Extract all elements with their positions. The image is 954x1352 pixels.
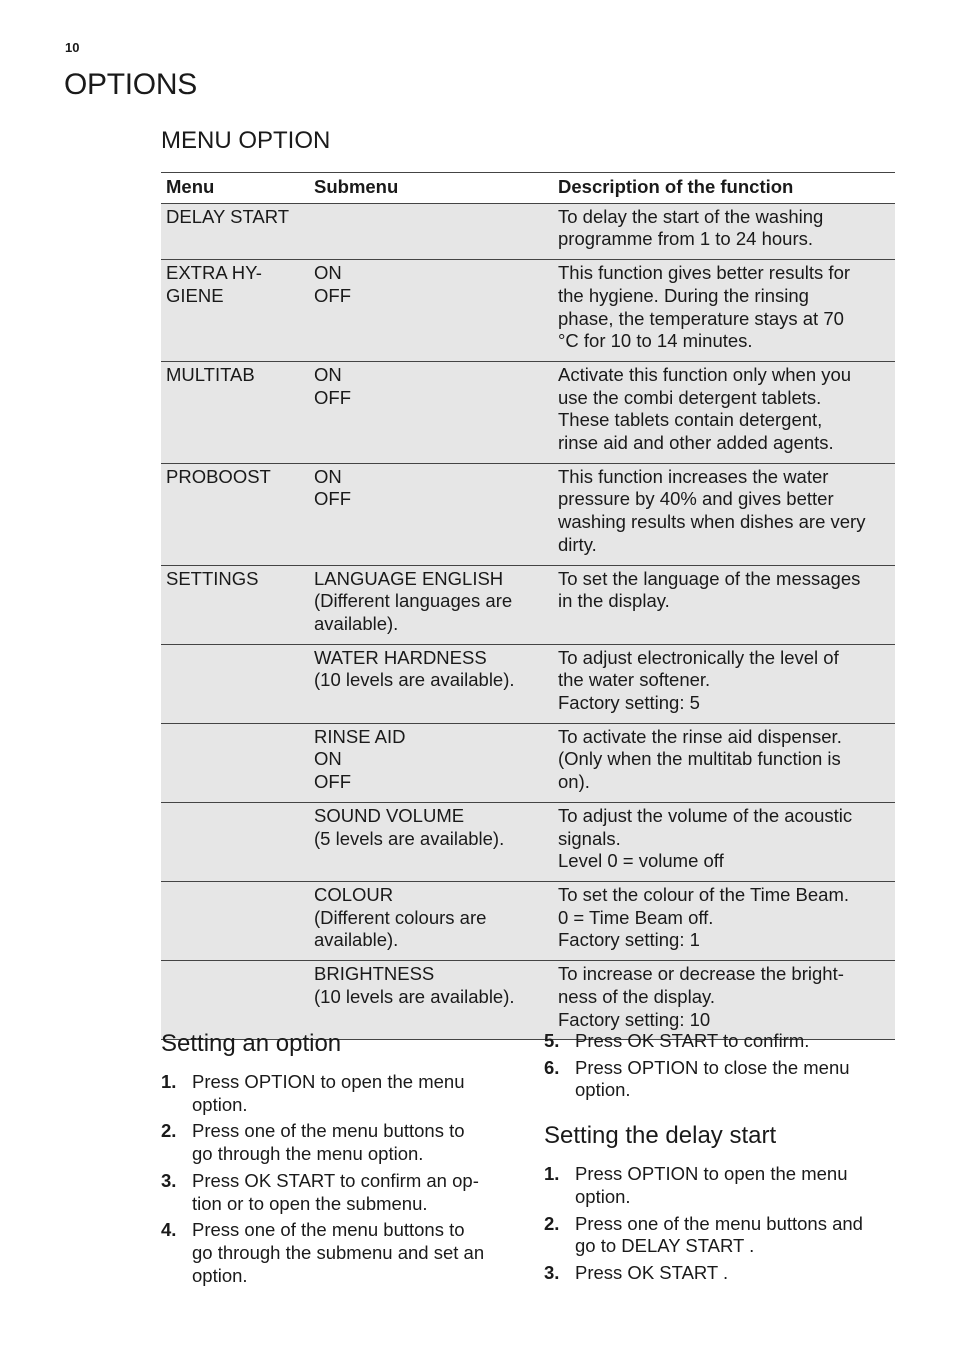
cell-description [553,565,895,644]
menu-text-line: DELAY START [166,205,290,227]
step-number: 6. [544,1056,560,1078]
submenu-text-line: OFF [314,488,351,510]
step-text-line: Press OK START . [575,1261,729,1283]
list-item [544,1262,894,1285]
table-header-row [161,173,895,204]
submenu-text-line: OFF [314,284,351,306]
list-item [544,1057,894,1102]
cell-submenu [309,463,553,565]
list-item [544,1163,894,1208]
step-text-line: option. [192,1093,248,1115]
step-text-line: option. [192,1264,248,1286]
description-text-line: ness of the display. [558,985,715,1007]
delay-start-heading: Setting the delay start [544,1122,777,1150]
step-number: 1. [161,1071,177,1092]
step-number: 4. [161,1219,177,1241]
description-text-line: use the combi detergent tablets. [558,386,822,408]
description-text-line: the hygiene. During the rinsing [558,284,809,306]
cell-menu [161,802,309,881]
submenu-text-line: available). [314,929,399,951]
step-text-line: Press OPTION to open the menu [192,1071,465,1092]
cell-menu [161,565,309,644]
submenu-text-line: OFF [314,771,351,793]
description-text-line: Factory setting: 5 [558,692,700,714]
header-description: Description of the function [553,173,895,204]
setting-option-steps [161,1071,521,1287]
step-text-line: Press OPTION to close the menu [575,1056,850,1078]
description-text-line: To delay the start of the washing [558,205,824,227]
step-text-line: option. [575,1079,631,1101]
cell-submenu [309,881,553,960]
cell-description [553,802,895,881]
step-number: 3. [544,1261,560,1283]
table-row [161,361,895,463]
submenu-text-line: (Different colours are [314,906,487,928]
cell-description [553,961,895,1040]
step-text-line: go through the menu option. [192,1143,424,1165]
description-text-line: To adjust the volume of the acoustic [558,804,853,826]
description-text-line: dirty. [558,533,597,555]
cell-menu [161,463,309,565]
description-text-line: To set the language of the messages [558,567,861,589]
cell-submenu [309,644,553,723]
list-item [161,1071,521,1116]
submenu-text-line: OFF [314,386,351,408]
table-row [161,723,895,802]
setting-option-steps-continued [544,1030,894,1102]
step-text-line: Press OPTION to open the menu [575,1163,848,1185]
description-text-line: This function gives better results for [558,262,851,284]
list-item [544,1030,894,1053]
submenu-text-line: (10 levels are available). [314,985,515,1007]
description-text-line: Level 0 = volume off [558,850,724,872]
cell-description [553,203,895,259]
cell-submenu [309,203,553,259]
step-text-line: go through the submenu and set an [192,1241,485,1263]
cell-menu [161,881,309,960]
right-column [544,1030,894,1289]
page-number: 10 [65,40,80,55]
submenu-text-line: ON [314,363,342,385]
submenu-text-line: (5 levels are available). [314,827,505,849]
table-row [161,881,895,960]
description-text-line: This function increases the water [558,465,829,487]
submenu-text-line: (10 levels are available). [314,669,515,691]
description-text-line: rinse aid and other added agents. [558,432,834,454]
description-text-line: To activate the rinse aid dispenser. [558,725,842,747]
description-text-line: the water softener. [558,669,711,691]
step-number: 2. [544,1212,560,1234]
submenu-text-line: RINSE AID [314,725,406,747]
cell-menu [161,723,309,802]
menu-text-line: GIENE [166,284,224,306]
step-number: 1. [544,1163,560,1185]
cell-submenu [309,723,553,802]
menu-text-line: MULTITAB [166,363,255,385]
header-menu: Menu [161,173,309,204]
step-number: 2. [161,1120,177,1142]
cell-submenu [309,260,553,362]
description-text-line: pressure by 40% and gives better [558,488,834,510]
description-text-line: °C for 10 to 14 minutes. [558,330,753,352]
list-item [544,1213,894,1258]
cell-menu [161,203,309,259]
cell-description [553,260,895,362]
description-text-line: To adjust electronically the level of [558,646,839,668]
step-text-line: Press one of the menu buttons and [575,1212,863,1234]
description-text-line: Factory setting: 1 [558,929,700,951]
submenu-text-line: ON [314,262,342,284]
list-item [161,1120,521,1165]
step-text-line: Press OK START to confirm. [575,1030,810,1051]
menu-option-heading: MENU OPTION [161,127,331,154]
cell-submenu [309,565,553,644]
menu-text-line: PROBOOST [166,465,271,487]
header-submenu: Submenu [309,173,553,204]
list-item [161,1170,521,1215]
step-text-line: Press one of the menu buttons to [192,1120,465,1142]
description-text-line: These tablets contain detergent, [558,409,823,431]
description-text-line: To set the colour of the Time Beam. [558,883,850,905]
step-text-line: go to DELAY START . [575,1235,755,1257]
description-text-line: To increase or decrease the bright- [558,963,844,985]
table-row [161,565,895,644]
submenu-text-line: COLOUR [314,883,394,905]
cell-submenu [309,361,553,463]
description-text-line: in the display. [558,590,670,612]
step-text-line: Press one of the menu buttons to [192,1219,465,1241]
table-row [161,463,895,565]
cell-submenu [309,802,553,881]
description-text-line: on). [558,771,590,793]
submenu-text-line: (Different languages are [314,590,513,612]
setting-option-section [161,1030,521,1291]
description-text-line: signals. [558,827,621,849]
description-text-line: (Only when the multitab function is [558,748,841,770]
table-row [161,260,895,362]
menu-text-line: EXTRA HY- [166,262,262,284]
step-number: 5. [544,1030,560,1051]
menu-option-table [161,172,895,1040]
cell-description [553,463,895,565]
submenu-text-line: ON [314,465,342,487]
description-text-line: Activate this function only when you [558,363,852,385]
step-text-line: Press OK START to confirm an op- [192,1169,479,1191]
table-row [161,644,895,723]
table-row [161,961,895,1040]
submenu-text-line: WATER HARDNESS [314,646,487,668]
cell-description [553,644,895,723]
description-text-line: Factory setting: 10 [558,1008,711,1030]
description-text-line: 0 = Time Beam off. [558,906,714,928]
submenu-text-line: LANGUAGE ENGLISH [314,567,504,589]
submenu-text-line: available). [314,612,399,634]
delay-start-steps [544,1163,894,1285]
page-title: OPTIONS [64,68,197,101]
menu-text-line: SETTINGS [166,567,259,589]
cell-menu [161,361,309,463]
table-row [161,802,895,881]
submenu-text-line: SOUND VOLUME [314,804,465,826]
cell-menu [161,961,309,1040]
list-item [161,1219,521,1287]
step-text-line: tion or to open the submenu. [192,1192,428,1214]
description-text-line: phase, the temperature stays at 70 [558,307,844,329]
setting-option-heading: Setting an option [161,1030,342,1057]
description-text-line: washing results when dishes are very [558,511,866,533]
table-row [161,203,895,259]
cell-description [553,881,895,960]
cell-submenu [309,961,553,1040]
cell-description [553,723,895,802]
description-text-line: programme from 1 to 24 hours. [558,228,813,250]
step-text-line: option. [575,1185,631,1207]
step-number: 3. [161,1169,177,1191]
cell-menu [161,260,309,362]
cell-description [553,361,895,463]
cell-menu [161,644,309,723]
submenu-text-line: BRIGHTNESS [314,963,435,985]
submenu-text-line: ON [314,748,342,770]
